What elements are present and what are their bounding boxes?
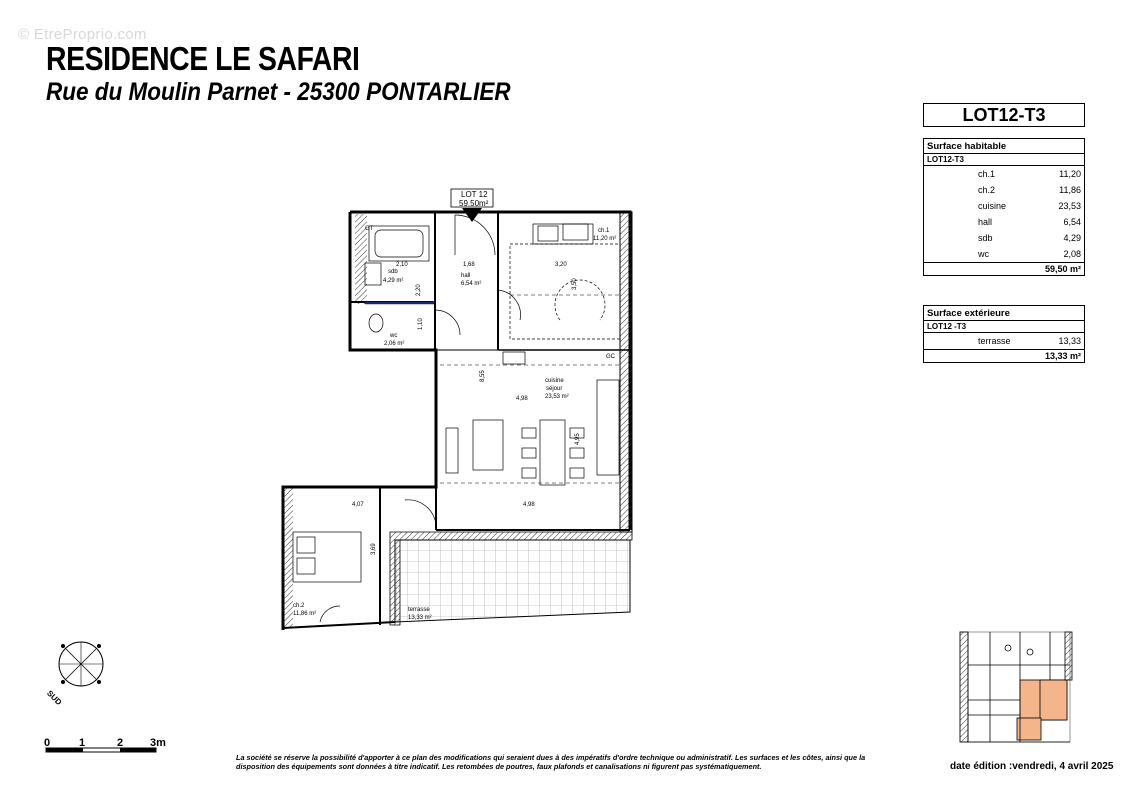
entry-lot-label: LOT 12 xyxy=(461,190,488,199)
facade-hatch xyxy=(620,212,632,532)
room-name: hall xyxy=(924,214,1044,230)
key-plan xyxy=(960,632,1072,742)
terrasse-area-label: 13,33 m² xyxy=(408,615,432,621)
lot-label: LOT12-T3 xyxy=(923,103,1085,127)
dim-label: 1,10 xyxy=(418,318,424,330)
room-value: 11,20 xyxy=(1044,166,1085,183)
dim-label: 2,10 xyxy=(396,262,408,268)
dim-label: 1,68 xyxy=(463,262,475,268)
gc-label: GC xyxy=(606,354,615,360)
cuisine-area: 23,53 m² xyxy=(545,394,569,400)
page-title: RESIDENCE LE SAFARI xyxy=(46,40,360,77)
hall-area: 6,54 m² xyxy=(461,281,482,287)
room-name: sdb xyxy=(924,230,1044,246)
room-name: wc xyxy=(924,246,1044,263)
dim-label: 4,98 xyxy=(516,396,528,402)
surface-exterieure-title: Surface extérieure xyxy=(924,306,1085,321)
room-value: 11,86 xyxy=(1044,182,1085,198)
room-value: 13,33 xyxy=(1045,333,1084,350)
dim-label: 2,20 xyxy=(416,284,422,296)
room-name: cuisine xyxy=(924,198,1044,214)
surface-habitable-total: 59,50 m² xyxy=(924,263,1085,276)
sdb-name: sdb xyxy=(388,269,398,275)
dim-label: 3,20 xyxy=(555,262,567,268)
terrasse-name: terrasse xyxy=(408,607,430,613)
room-value: 23,53 xyxy=(1044,198,1085,214)
wc-name: wc xyxy=(390,333,398,339)
watermark: © EtreProprio.com xyxy=(18,26,147,43)
room-name: ch.2 xyxy=(924,182,1044,198)
date-edition: date édition :vendredi, 4 avril 2025 xyxy=(950,761,1114,772)
entry-area-label: 59.50m² xyxy=(459,199,489,208)
surface-exterieure-total: 13,33 m² xyxy=(924,350,1085,363)
furniture xyxy=(293,224,620,582)
wc-area: 2,06 m² xyxy=(384,341,405,347)
ch1-name: ch.1 xyxy=(598,228,610,234)
ch2-area: 11,86 m² xyxy=(293,611,317,617)
dim-label: 3,50 xyxy=(572,278,578,290)
dim-label: 8,55 xyxy=(480,370,486,382)
surface-habitable-title: Surface habitable xyxy=(924,139,1085,154)
sejour-name: séjour xyxy=(546,386,563,392)
scale-tick: 1 xyxy=(79,737,86,749)
scale-tick: 0 xyxy=(44,737,51,749)
dimensions xyxy=(352,262,581,555)
ch1-area: 11,20 m² xyxy=(593,236,617,242)
scale-tick: 3m xyxy=(150,737,166,749)
compass xyxy=(45,642,103,707)
dim-label: 3,69 xyxy=(371,543,377,555)
cuisine-name: cuisine xyxy=(545,378,564,384)
hall-name: hall xyxy=(461,273,471,279)
scale-bar xyxy=(44,737,166,752)
sdb-area: 4,29 m² xyxy=(383,278,404,284)
room-name: ch.1 xyxy=(924,166,1044,183)
facade-hatch xyxy=(283,487,293,627)
surface-habitable-lot: LOT12-T3 xyxy=(924,154,1085,166)
disclaimer: La société se réserve la possibilité d'apporter à ce plan des modifications qui seraient dues à des impératifs d'ordre technique ou administratif. Les surfaces et les côtes, ainsi que la disposition des équipements sont données à titre indicatif. Les retombées de poutres, faux plafonds et canalisations ni figurent pas systématiquement. xyxy=(236,753,866,771)
dim-label: 4,98 xyxy=(523,502,535,508)
scale-tick: 2 xyxy=(117,737,124,749)
gt-label: GT xyxy=(365,226,374,232)
page-subtitle: Rue du Moulin Parnet - 25300 PONTARLIER xyxy=(46,78,511,106)
surface-exterieure-lot: LOT12 -T3 xyxy=(924,321,1085,333)
ch2-name: ch.2 xyxy=(293,603,305,609)
room-name: terrasse xyxy=(924,333,1046,350)
compass-label: SUD xyxy=(45,688,64,707)
room-value: 2,08 xyxy=(1044,246,1085,263)
room-value: 4,29 xyxy=(1044,230,1085,246)
dim-label: 4,07 xyxy=(352,502,364,508)
dim-label: 4,95 xyxy=(575,433,581,445)
room-value: 6,54 xyxy=(1044,214,1085,230)
